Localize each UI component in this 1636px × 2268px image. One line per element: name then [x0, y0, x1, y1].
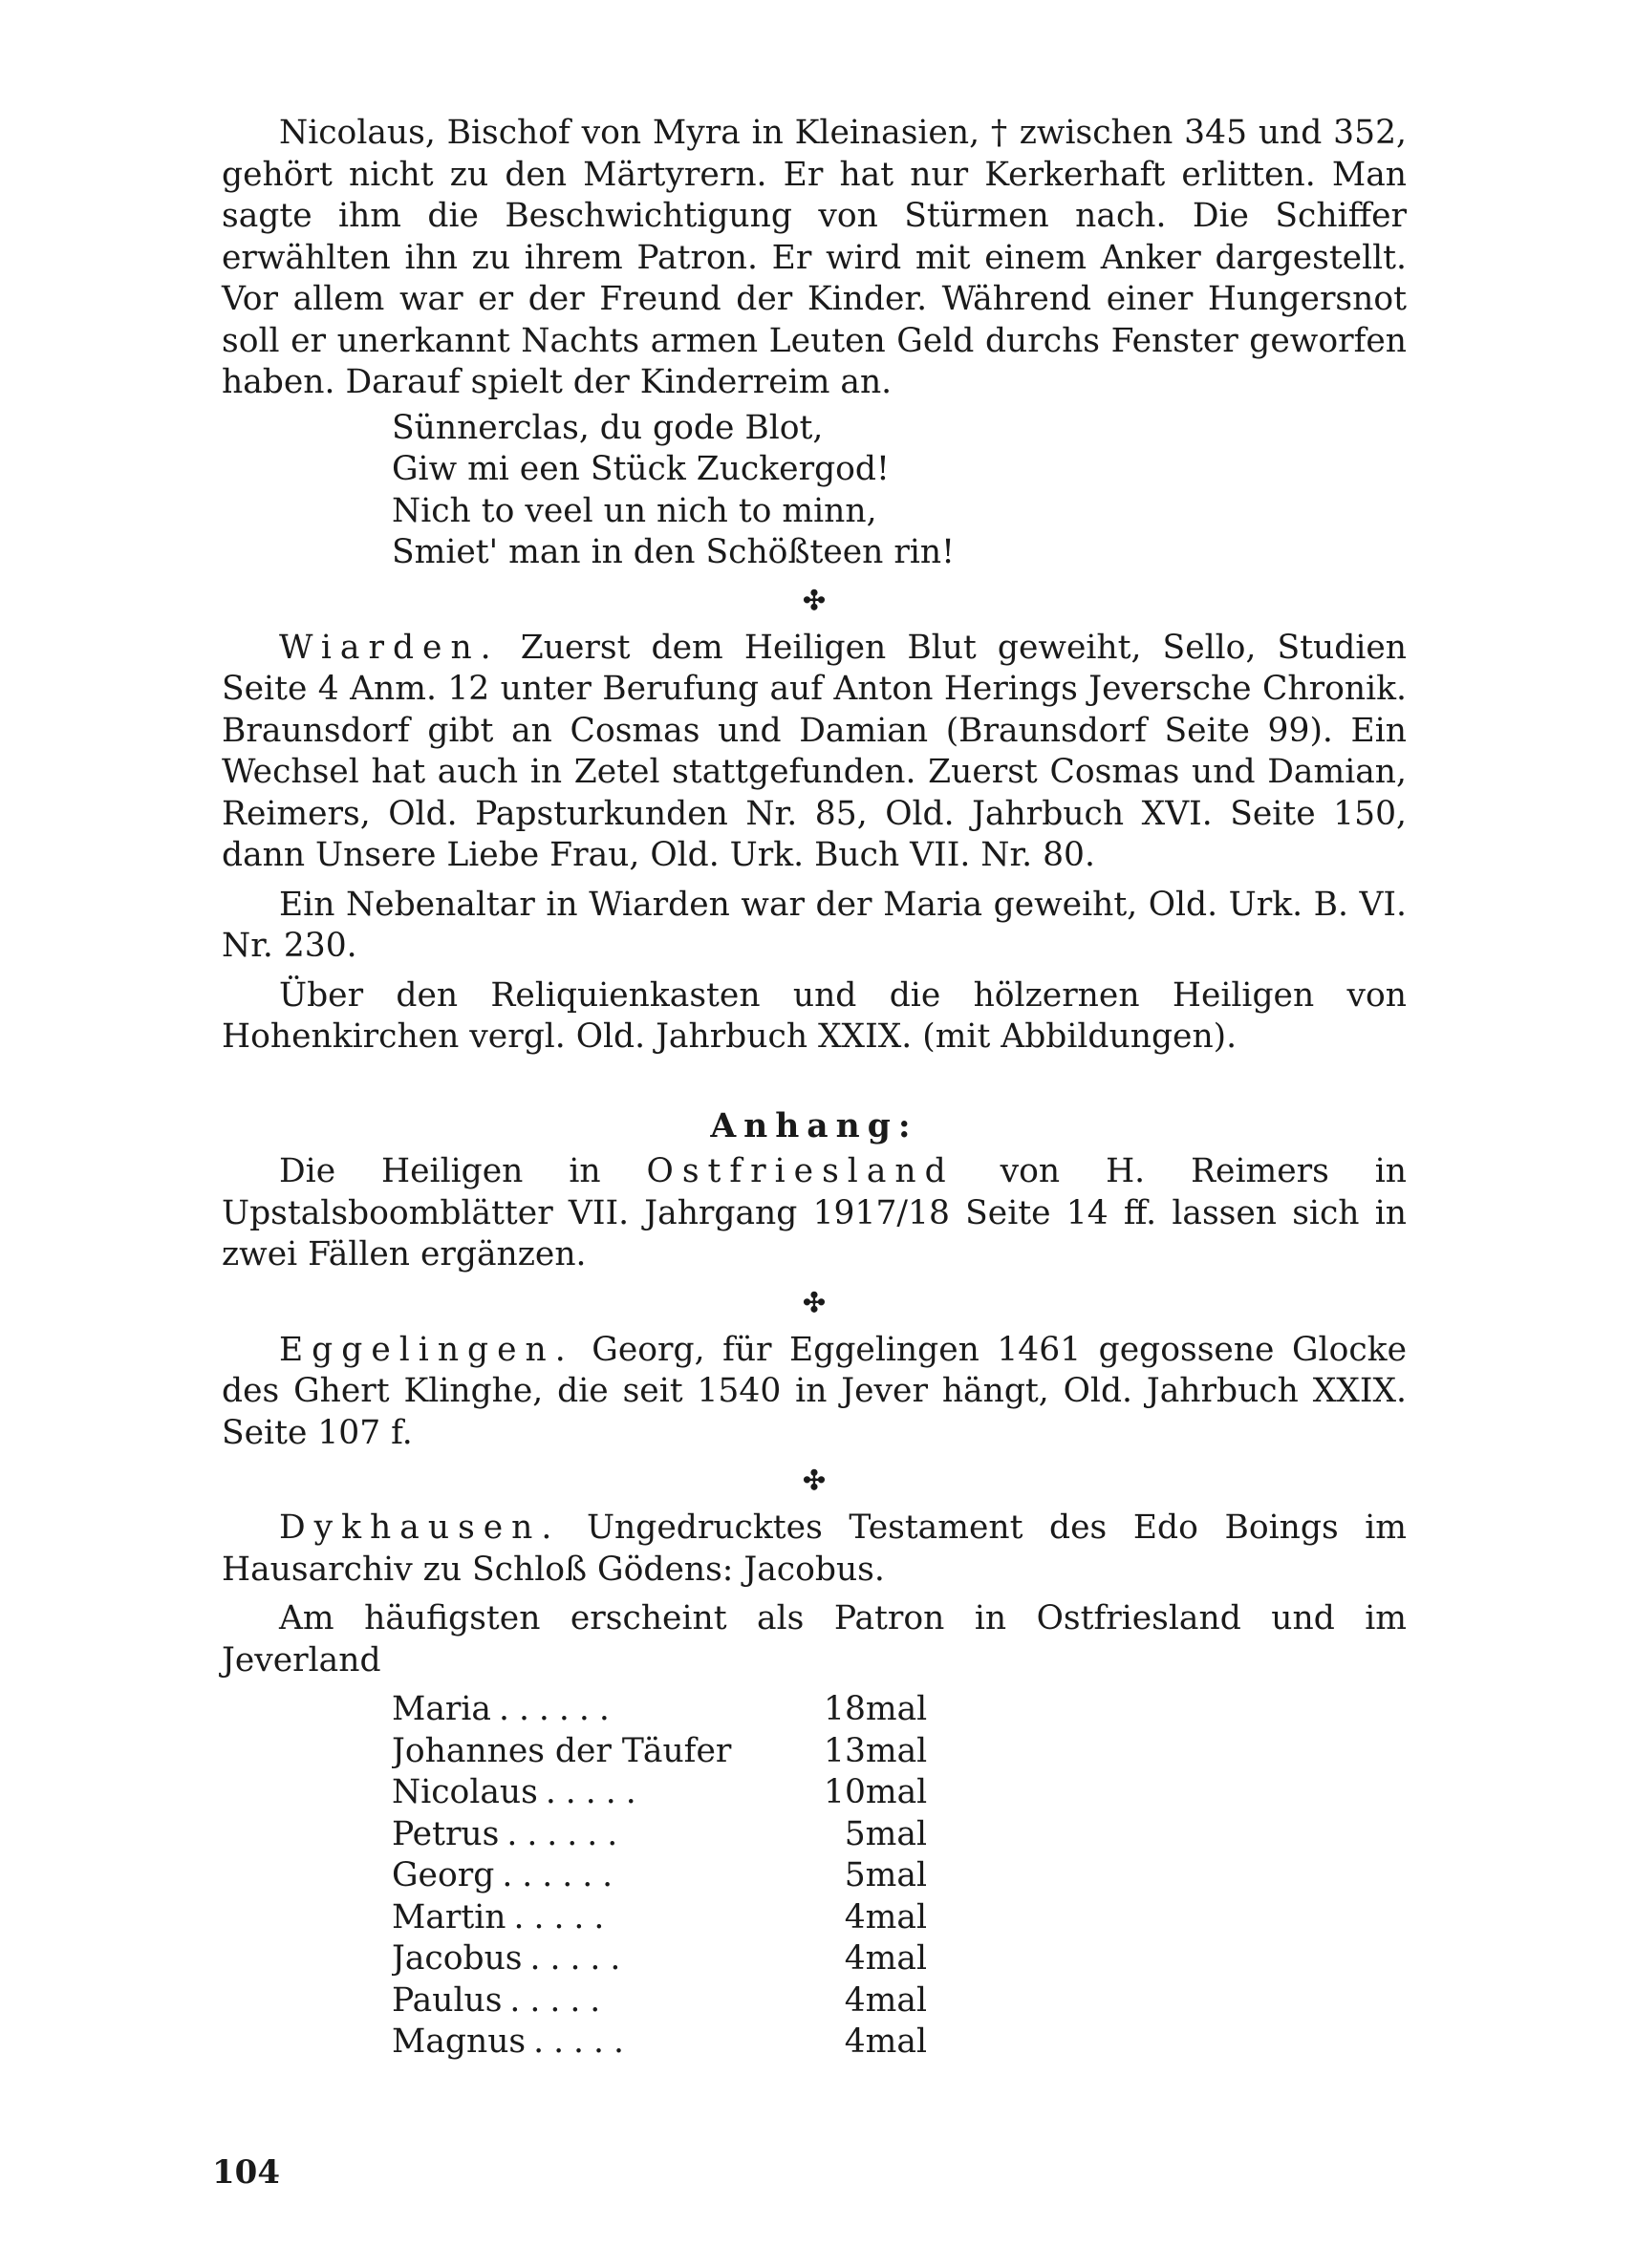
- patron-name: Paulus: [392, 1980, 503, 2020]
- page-number: 104: [212, 2153, 280, 2192]
- leader-dots: ......: [499, 1690, 619, 1728]
- paragraph-nebenaltar: Ein Nebenaltar in Wiarden war der Maria geweiht, Old. Urk. B. VI. Nr. 230.: [222, 885, 1407, 965]
- list-item: [392, 1855, 927, 1897]
- place-name-eggelingen: Eggelingen.: [279, 1330, 574, 1369]
- verse-line: Smiet' man in den Schößteen rin!: [392, 533, 955, 571]
- dykhausen-text: Ungedrucktes Testament des Edo Boings im Hausarchiv zu Schloß Gödens: Jacobus.: [222, 1508, 1407, 1589]
- patron-name: Martin: [392, 1897, 506, 1936]
- patron-count: 10mal: [824, 1773, 928, 1811]
- list-item: [392, 1897, 927, 1939]
- patron-count: 4mal: [844, 1980, 927, 2020]
- paragraph-wiarden: [222, 628, 1407, 877]
- list-item: [392, 1689, 927, 1731]
- wiarden-text: Zuerst dem Heiligen Blut geweiht, Sello, Studien Seite 4 Anm. 12 unter Berufung auf Anton Herings Jeversche Chronik. Braunsdorf gibt an Cosmas und Damian (Braunsdorf Seite 99). Ein Wechsel hat auch in Zetel stattgefunden. Zuerst Cosmas und Damian, Reimers, Old. Papsturkunden Nr. 85, Old. Jahrbuch XVI. Seite 150, dann Unsere Liebe Frau, Old. Urk. Buch VII. Nr. 80.: [222, 628, 1408, 874]
- verse-line: Sünnerclas, du gode Blot,: [392, 408, 824, 447]
- patron-count: 4mal: [844, 2022, 927, 2061]
- patron-name: Maria: [392, 1690, 491, 1728]
- leader-dots: ......: [502, 1856, 623, 1894]
- list-item: [392, 1938, 927, 1980]
- patron-count: 5mal: [844, 1814, 927, 1853]
- leader-dots: .....: [533, 2022, 634, 2061]
- place-name-dykhausen: Dykhausen.: [279, 1508, 561, 1547]
- cross-separator-icon: ✣: [803, 584, 826, 616]
- children-rhyme: [392, 408, 1407, 574]
- patron-count: 13mal: [824, 1731, 928, 1770]
- leader-dots: .....: [529, 1939, 631, 1978]
- eggelingen-text: Georg, für Eggelingen 1461 gegossene Glocke des Ghert Klinghe, die seit 1540 in Jever hängt, Old. Jahrbuch XXIX. Seite 107 f.: [222, 1330, 1407, 1452]
- patron-name: Petrus: [392, 1814, 500, 1853]
- paragraph-eggelingen: [222, 1330, 1407, 1455]
- patron-name: Jacobus: [392, 1939, 523, 1978]
- patron-count: 4mal: [844, 1939, 927, 1978]
- section-heading-anhang: Anhang:: [710, 1106, 918, 1145]
- leader-dots: .....: [513, 1897, 614, 1936]
- anhang-before: Die Heiligen in: [279, 1152, 601, 1190]
- leader-dots: ......: [506, 1814, 628, 1853]
- page-content: [222, 113, 1407, 2064]
- verse-line: Giw mi een Stück Zuckergod!: [392, 450, 890, 488]
- region-name: Ostfriesland: [646, 1152, 955, 1190]
- leader-dots: .....: [509, 1980, 611, 2020]
- patron-name: Johannes der Täufer: [392, 1731, 732, 1770]
- place-name-wiarden: Wiarden.: [279, 628, 500, 667]
- leader-dots: .....: [545, 1773, 646, 1811]
- list-item: [392, 1772, 927, 1814]
- cross-separator-icon: ✣: [803, 1465, 826, 1496]
- verse-line: Nich to veel un nich to minn,: [392, 491, 877, 530]
- paragraph-reliquien: Über den Reliquienkasten und die hölzernen Heiligen von Hohenkirchen vergl. Old. Jahrbuch XXIX. (mit Abbildungen).: [222, 975, 1407, 1056]
- anhang-after: von H. Reimers in Upstalsboomblätter VII. Jahrgang 1917/18 Seite 14 ff. lassen sich in zwei Fällen ergänzen.: [222, 1152, 1408, 1273]
- paragraph-haeufigsten: Am häufigsten erscheint als Patron in Ostfriesland und im Jeverland: [222, 1599, 1407, 1680]
- list-item: [392, 1814, 927, 1856]
- paragraph-nicolaus: Nicolaus, Bischof von Myra in Kleinasien, † zwischen 345 und 352, gehört nicht zu den Märtyrern. Er hat nur Kerkerhaft erlitten. Man sagte ihm die Beschwichtigung von Stürmen nach. Die Schiffer erwählten ihn zu ihrem Patron. Er wird mit einem Anker dargestellt. Vor allem war er der Freund der Kinder. Während einer Hungersnot soll er unerkannt Nachts armen Leuten Geld durchs Fenster geworfen haben. Darauf spielt der Kinderreim an.: [222, 114, 1407, 401]
- list-item: [392, 1980, 927, 2022]
- cross-separator-icon: ✣: [803, 1286, 826, 1318]
- list-item: [392, 1731, 927, 1773]
- patron-count: 18mal: [824, 1690, 928, 1728]
- patron-count-list: [392, 1689, 1407, 2064]
- patron-name: Nicolaus: [392, 1773, 538, 1811]
- paragraph-dykhausen: [222, 1508, 1407, 1591]
- list-item: [392, 2022, 927, 2064]
- patron-name: Georg: [392, 1856, 495, 1894]
- patron-name: Magnus: [392, 2022, 527, 2061]
- patron-count: 4mal: [844, 1897, 927, 1936]
- patron-count: 5mal: [844, 1856, 927, 1894]
- paragraph-anhang: [222, 1151, 1407, 1276]
